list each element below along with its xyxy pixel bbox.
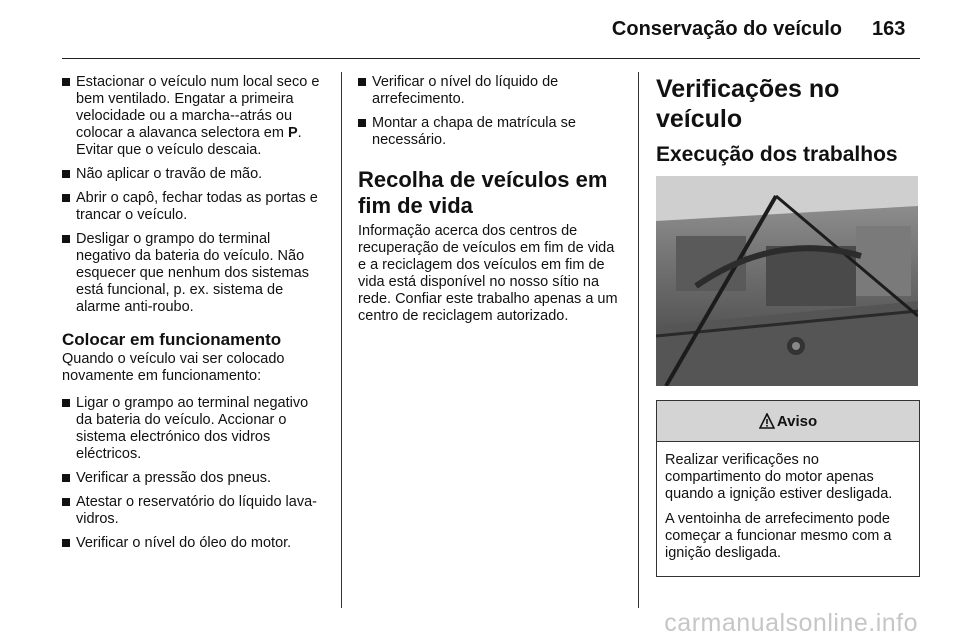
- subheading-execucao: Execução dos trabalhos: [656, 143, 898, 166]
- column-divider-1: [341, 72, 342, 608]
- warning-box: [656, 400, 920, 577]
- watermark: carmanualsonline.info: [664, 609, 918, 637]
- startup-steps-continued-list: [358, 74, 620, 149]
- square-bullet-icon: [358, 78, 366, 86]
- section-heading-verificacoes: Verificações no veículo: [656, 75, 840, 133]
- square-bullet-icon: [62, 539, 70, 547]
- list-item: Verificar a pressão dos pneus.: [62, 470, 328, 487]
- warning-body: [657, 442, 919, 576]
- square-bullet-icon: [62, 235, 70, 243]
- square-bullet-icon: [62, 399, 70, 407]
- column-2: [358, 74, 620, 335]
- header-title: Conservação do veículo: [611, 18, 842, 40]
- list-item: Verificar o nível do óleo do motor.: [62, 535, 328, 552]
- list-item: Desligar o grampo do terminal negativo da bateria do veículo. Não esquecer que nenhum dos sistemas está funcional, p. ex. sistema de alarme anti-roubo.: [62, 231, 328, 316]
- intro-paragraph: Quando o veículo vai ser colocado novamente em funcionamento:: [62, 351, 285, 384]
- list-item: Abrir o capô, fechar todas as portas e trancar o veículo.: [62, 190, 328, 224]
- square-bullet-icon: [358, 119, 366, 127]
- square-bullet-icon: [62, 170, 70, 178]
- subheading-colocar: Colocar em funcionamento: [62, 330, 282, 349]
- column-1: [62, 74, 328, 559]
- engine-bay-photo: [656, 176, 918, 386]
- startup-steps-list: [62, 395, 328, 552]
- list-item: Atestar o reservatório do líquido lava-vidros.: [62, 494, 328, 528]
- section-heading-recolha: Recolha de veículos em fim de vida: [358, 167, 608, 218]
- recycling-paragraph: Informação acerca dos centros de recuperação de veículos em fim de vida e a reciclagem dos veículos em fim de vida está disponível no nosso sítio na rede. Confiar este trabalho apenas a um centro de reciclagem autorizado.: [358, 223, 618, 324]
- square-bullet-icon: [62, 498, 70, 506]
- list-item: Verificar o nível do líquido de arrefecimento.: [358, 74, 620, 108]
- warning-paragraph: Realizar verificações no compartimento do motor apenas quando a ignição estiver desligada.: [665, 452, 893, 502]
- column-divider-2: [638, 72, 639, 608]
- page-number: 163: [872, 18, 906, 40]
- warning-paragraph: A ventoinha de arrefecimento pode começar a funcionar mesmo com a ignição desligada.: [665, 511, 892, 561]
- storage-steps-list: [62, 74, 328, 316]
- list-item: Ligar o grampo ao terminal negativo da bateria do veículo. Accionar o sistema electrónico dos vidros eléctricos.: [62, 395, 328, 463]
- square-bullet-icon: [62, 194, 70, 202]
- warning-header: [657, 401, 919, 442]
- square-bullet-icon: [62, 78, 70, 86]
- warning-triangle-icon: [759, 413, 775, 429]
- column-3: [656, 74, 920, 577]
- header-rule: [62, 58, 920, 59]
- list-item: Não aplicar o travão de mão.: [62, 166, 328, 183]
- list-item: Montar a chapa de matrícula se necessário.: [358, 115, 620, 149]
- square-bullet-icon: [62, 474, 70, 482]
- warning-title: Aviso: [776, 412, 818, 430]
- list-item: Estacionar o veículo num local seco e bem ventilado. Engatar a primeira velocidade ou a marcha--atrás ou colocar a alavanca selectora em P. Evitar que o veículo descaia.: [62, 74, 328, 159]
